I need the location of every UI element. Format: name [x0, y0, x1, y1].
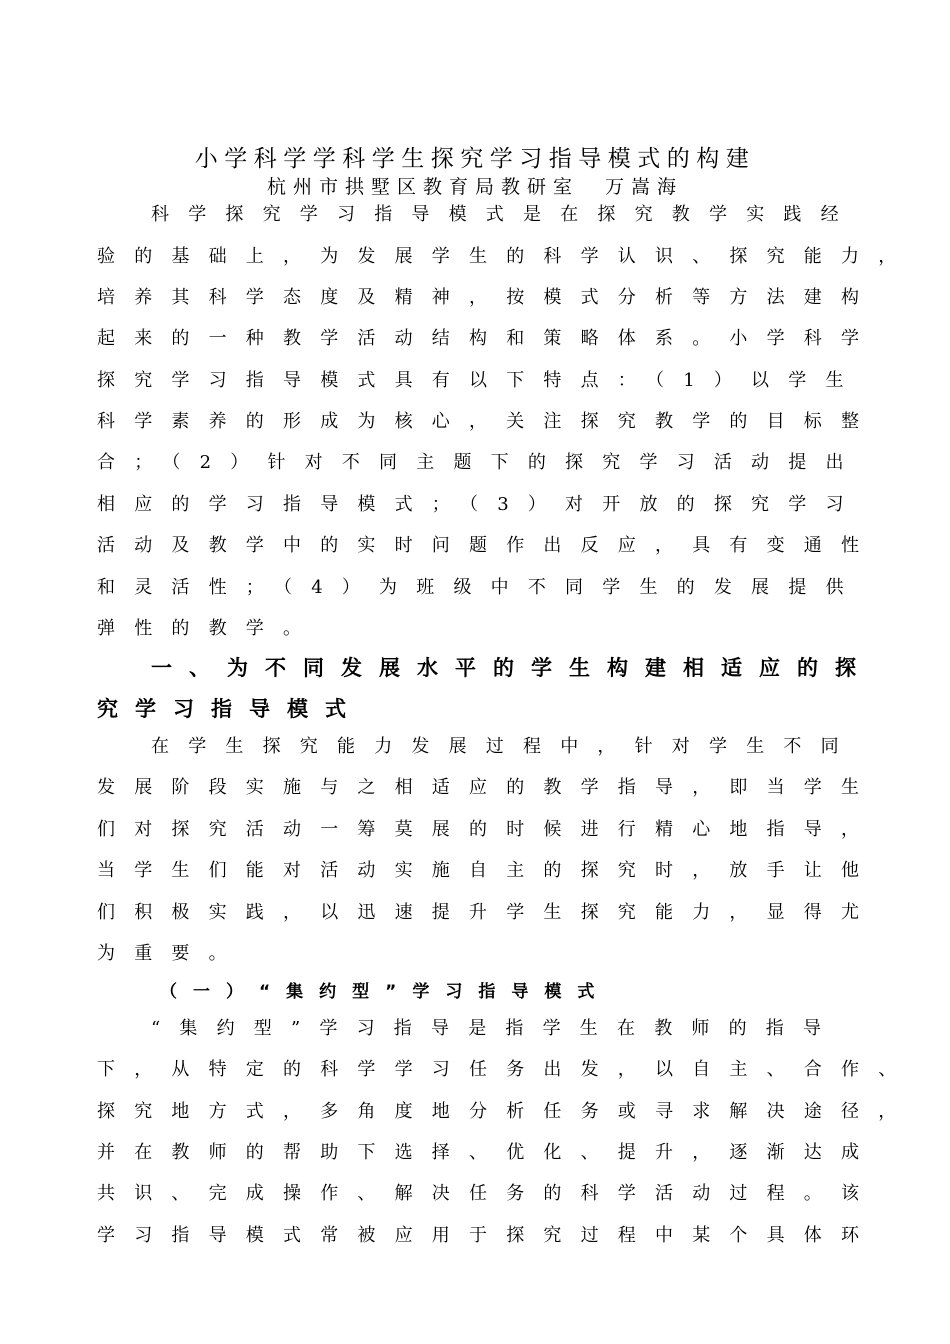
subsection-paragraph-line: 探究地方式，多角度地分析任务或寻求解决途径，: [97, 1101, 916, 1122]
subsection-paragraph-line: 下，从特定的科学学习任务出发，以自主、合作、: [97, 1059, 916, 1080]
section-paragraph-line: 们对探究活动一筹莫展的时候进行精心地指导，: [97, 819, 879, 840]
intro-paragraph-line: 活动及教学中的实时问题作出反应，具有变通性: [97, 535, 879, 556]
intro-paragraph-line: 科学素养的形成为核心，关注探究教学的目标整: [97, 411, 879, 432]
section-paragraph-line: 们积极实践，以迅速提升学生探究能力，显得尤: [97, 902, 879, 923]
subsection-paragraph-line: 共识、完成操作、解决任务的科学活动过程。该: [97, 1183, 879, 1204]
section-paragraph-line: 当学生们能对活动实施自主的探究时，放手让他: [97, 860, 879, 881]
intro-paragraph-line: 培养其科学态度及精神，按模式分析等方法建构: [97, 287, 879, 308]
author-line: [0, 178, 950, 197]
intro-paragraph-line: 验的基础上，为发展学生的科学认识、探究能力，: [97, 246, 916, 267]
section-paragraph-line: 发展阶段实施与之相适应的教学指导，即当学生: [97, 777, 879, 798]
intro-paragraph-line: 科学探究学习指导模式是在探究教学实践经: [151, 204, 858, 225]
intro-paragraph-line: 相应的学习指导模式；（3）对开放的探究学习: [97, 494, 863, 515]
subsection-paragraph-line: “集约型”学习指导是指学生在教师的指导: [151, 1018, 841, 1039]
intro-paragraph-line: 合；（2）针对不同主题下的探究学习活动提出: [97, 452, 863, 473]
subsection-paragraph-line: 并在教师的帮助下选择、优化、提升，逐渐达成: [97, 1142, 879, 1163]
intro-paragraph-line: 探究学习指导模式具有以下特点：（1）以学生: [97, 370, 863, 391]
section-paragraph-line: 在学生探究能力发展过程中，针对学生不同: [151, 736, 858, 757]
intro-paragraph-line: 弹性的教学。: [97, 618, 321, 639]
author-name: 万嵩海: [605, 176, 684, 198]
intro-paragraph-line: 和灵活性；（4）为班级中不同学生的发展提供: [97, 577, 863, 598]
intro-paragraph-line: 起来的一种教学活动结构和策略体系。小学科学: [97, 328, 879, 349]
document-title: 小学科学学科学生探究学习指导模式的构建: [194, 146, 756, 172]
subsection-heading: （一）“集约型”学习指导模式: [160, 982, 611, 1002]
section-heading: 究学习指导模式: [97, 697, 363, 721]
author-affiliation: 杭州市拱墅区教育局教研室: [266, 176, 579, 198]
subsection-paragraph-line: 学习指导模式常被应用于探究过程中某个具体环: [97, 1225, 879, 1246]
section-heading: 一、为不同发展水平的学生构建相适应的探: [151, 656, 873, 680]
section-paragraph-line: 为重要。: [97, 943, 246, 964]
